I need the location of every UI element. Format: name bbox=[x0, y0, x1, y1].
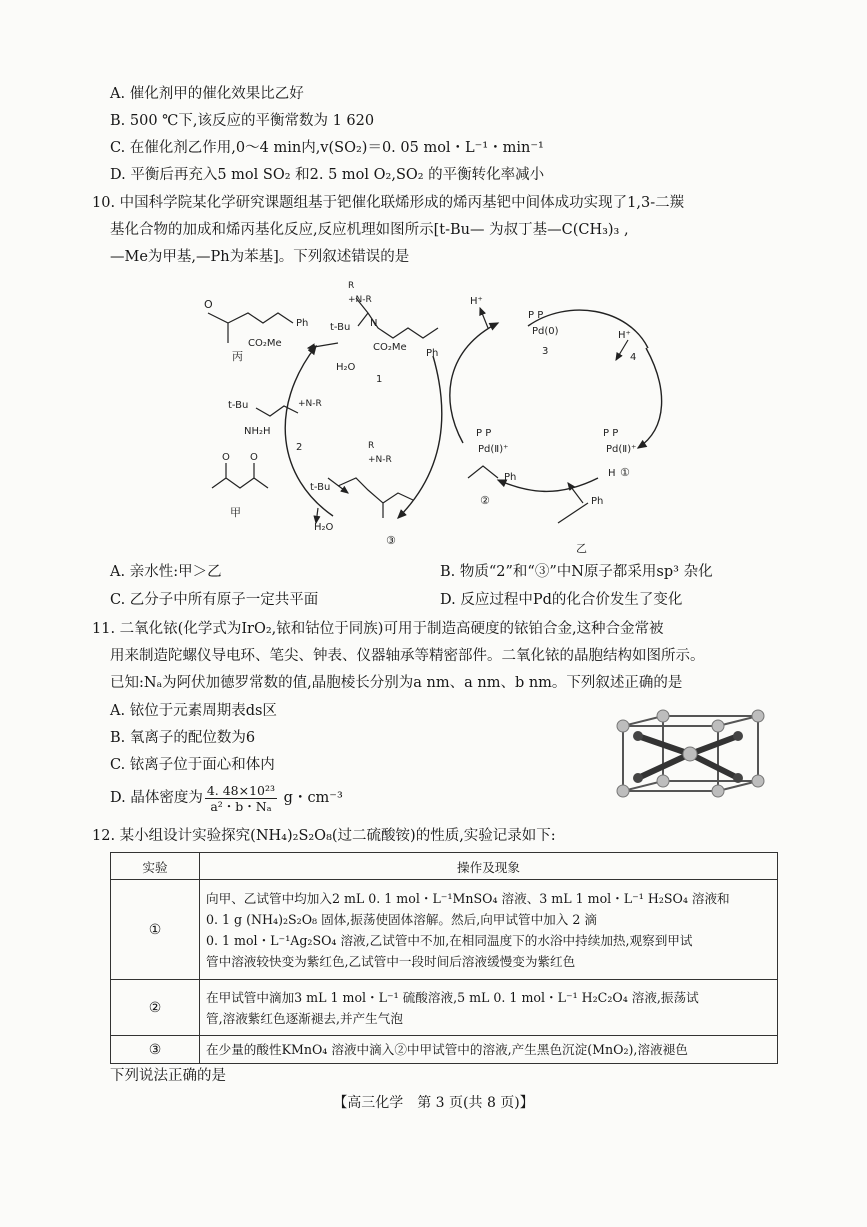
experiment-description: 向甲、乙试管中均加入2 mL 0. 1 mol・L⁻¹MnSO₄ 溶液、3 mL 1 mol・L⁻¹ H₂SO₄ 溶液和 0. 1 g (NH₄)₂S₂O₈ 固体,振荡使固体溶解。然后,向甲试管中加入 2 滴 0. 1 mol・L⁻¹Ag₂SO₄ 溶液,乙试管中不加,在相同温度下的水浴中持续加热,观察到甲试 管中溶液较快变为紫红色,乙试管中一段时间后溶液缓慢变为紫红色 bbox=[200, 880, 778, 980]
svg-text:Pd(0): Pd(0) bbox=[532, 326, 559, 337]
q9-option-a: A. 催化剂甲的催化效果比乙好 bbox=[110, 86, 304, 102]
q10-option-c: C. 乙分子中所有原子一定共平面 bbox=[110, 592, 319, 608]
experiment-description: 在甲试管中滴加3 mL 1 mol・L⁻¹ 硫酸溶液,5 mL 0. 1 mol・L⁻¹ H₂C₂O₄ 溶液,振荡试 管,溶液紫红色逐渐褪去,并产生气泡 bbox=[200, 980, 778, 1036]
q10-stem-line1: 10. 中国科学院某化学研究课题组基于钯催化联烯形成的烯丙基钯中间体成功实现了1,3-二羰 bbox=[92, 195, 685, 211]
label-yi: 乙 bbox=[576, 542, 587, 555]
label-compound-c3: ③ bbox=[386, 534, 396, 547]
svg-text:CO₂Me: CO₂Me bbox=[373, 342, 407, 353]
reaction-mechanism-diagram bbox=[198, 268, 798, 598]
svg-text:P P: P P bbox=[476, 428, 492, 439]
page-footer: 【高三化学 第 3 页(共 8 页)】 bbox=[333, 1095, 534, 1111]
unit-cell-image bbox=[608, 706, 778, 806]
q10-stem-line2: 基化合物的加成和烯丙基化反应,反应机理如图所示[t-Bu— 为叔丁基—C(CH₃)₃ , bbox=[110, 222, 629, 238]
svg-text:O: O bbox=[204, 298, 213, 311]
svg-text:+N-R: +N-R bbox=[298, 399, 322, 409]
svg-text:H⁺: H⁺ bbox=[470, 296, 483, 307]
svg-text:P P: P P bbox=[603, 428, 619, 439]
svg-text:Pd(Ⅱ)⁺: Pd(Ⅱ)⁺ bbox=[606, 444, 637, 455]
q12-question: 下列说法正确的是 bbox=[110, 1068, 226, 1084]
label-compound-1: 1 bbox=[376, 374, 383, 385]
q11-option-a: A. 铱位于元素周期表ds区 bbox=[110, 703, 277, 719]
svg-text:O: O bbox=[250, 452, 258, 463]
right-cycle-arc-right bbox=[638, 348, 662, 448]
svg-text:H⁺: H⁺ bbox=[618, 330, 631, 341]
q10-stem-line3: —Me为甲基,—Ph为苯基]。下列叙述错误的是 bbox=[110, 249, 410, 265]
label-step-4: 4 bbox=[630, 352, 637, 363]
label-compound-2: 2 bbox=[296, 442, 303, 453]
experiment-id: ② bbox=[111, 980, 200, 1036]
table-header-row bbox=[111, 853, 778, 880]
svg-text:R: R bbox=[348, 281, 355, 291]
density-denominator: a²・b・Nₐ bbox=[210, 798, 272, 814]
label-bing: 丙 bbox=[232, 350, 243, 363]
q11-option-c: C. 铱离子位于面心和体内 bbox=[110, 757, 275, 773]
q11-option-d bbox=[110, 782, 343, 814]
table-header-experiment: 实验 bbox=[111, 853, 200, 880]
q11-stem-line3: 已知:Nₐ为阿伏加德罗常数的值,晶胞棱长分别为a nm、a nm、b nm。下列叙述正确的是 bbox=[110, 675, 683, 691]
density-fraction bbox=[205, 783, 277, 814]
svg-text:t-Bu: t-Bu bbox=[228, 400, 249, 411]
q11-option-d-prefix: D. 晶体密度为 bbox=[110, 790, 203, 806]
label-compound-3: 3 bbox=[542, 346, 549, 357]
q10-option-b: B. 物质“2”和“③”中N原子都采用sp³ 杂化 bbox=[440, 564, 713, 580]
svg-text:t-Bu: t-Bu bbox=[330, 322, 351, 333]
svg-text:Ph: Ph bbox=[591, 496, 604, 507]
q9-option-c: C. 在催化剂乙作用,0～4 min内,v(SO₂)＝0. 05 mol・L⁻¹・min⁻¹ bbox=[110, 140, 544, 156]
table-row bbox=[111, 1036, 778, 1064]
q11-stem-line1: 11. 二氧化铱(化学式为IrO₂,铱和钴位于同族)可用于制造高硬度的铱铂合金,这种合金常被 bbox=[92, 621, 664, 637]
label-compound-c2: ② bbox=[480, 494, 490, 507]
q12-stem: 12. 某小组设计实验探究(NH₄)₂S₂O₈(过二硫酸铵)的性质,实验记录如下: bbox=[92, 828, 556, 844]
svg-text:Pd(Ⅱ)⁺: Pd(Ⅱ)⁺ bbox=[478, 444, 509, 455]
label-compound-c1: ① bbox=[620, 466, 630, 479]
right-cycle-arc-left bbox=[450, 323, 498, 443]
experiment-id: ① bbox=[111, 880, 200, 980]
svg-text:+N-R: +N-R bbox=[348, 295, 372, 305]
q9-option-d: D. 平衡后再充入5 mol SO₂ 和2. 5 mol O₂,SO₂ 的平衡转化率减小 bbox=[110, 167, 545, 183]
density-unit: g・cm⁻³ bbox=[283, 790, 343, 806]
q10-option-a: A. 亲水性:甲＞乙 bbox=[110, 564, 222, 580]
svg-text:H: H bbox=[608, 468, 616, 479]
experiment-id: ③ bbox=[111, 1036, 200, 1064]
svg-text:t-Bu: t-Bu bbox=[310, 482, 331, 493]
q11-stem-line2: 用来制造陀螺仪导电环、笔尖、钟表、仪器轴承等精密部件。二氧化铱的晶胞结构如图所示。 bbox=[110, 648, 705, 664]
svg-text:Ph: Ph bbox=[426, 348, 439, 359]
q10-option-d: D. 反应过程中Pd的化合价发生了变化 bbox=[440, 592, 683, 608]
q11-option-b: B. 氧离子的配位数为6 bbox=[110, 730, 256, 746]
svg-text:CO₂Me: CO₂Me bbox=[248, 338, 282, 349]
q9-option-b: B. 500 ℃下,该反应的平衡常数为 1 620 bbox=[110, 113, 375, 129]
svg-text:Ph: Ph bbox=[296, 318, 309, 329]
svg-text:H₂O: H₂O bbox=[336, 362, 356, 373]
experiment-table bbox=[110, 852, 778, 1064]
svg-text:NH₂H: NH₂H bbox=[244, 426, 271, 437]
svg-text:+N-R: +N-R bbox=[368, 455, 392, 465]
table-row bbox=[111, 880, 778, 980]
svg-text:N: N bbox=[370, 318, 378, 329]
experiment-description: 在少量的酸性KMnO₄ 溶液中滴入②中甲试管中的溶液,产生黑色沉淀(MnO₂),溶液褪色 bbox=[200, 1036, 778, 1064]
left-cycle-arc-right bbox=[398, 356, 442, 518]
svg-text:H₂O: H₂O bbox=[314, 522, 334, 533]
svg-text:R: R bbox=[368, 441, 375, 451]
svg-text:P P: P P bbox=[528, 310, 544, 321]
label-jia: 甲 bbox=[230, 506, 241, 519]
svg-text:Ph: Ph bbox=[504, 472, 517, 483]
svg-text:O: O bbox=[222, 452, 230, 463]
table-row bbox=[111, 980, 778, 1036]
table-header-operation: 操作及现象 bbox=[200, 853, 778, 880]
density-numerator: 4. 48×10²³ bbox=[206, 782, 276, 798]
